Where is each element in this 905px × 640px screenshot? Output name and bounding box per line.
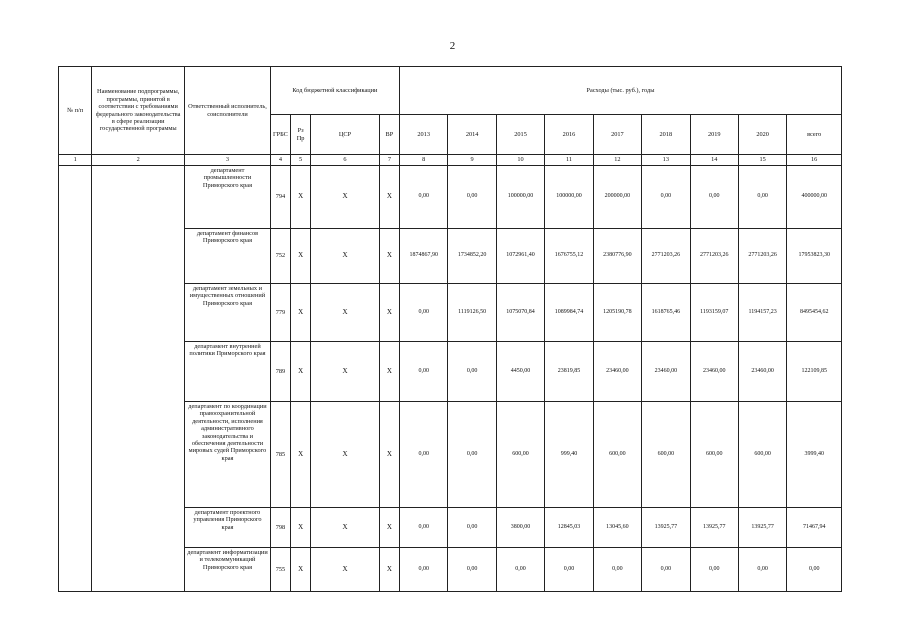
value-cell: 1193159,07 [690, 284, 738, 342]
grbs-cell: 789 [270, 342, 290, 402]
value-cell: 600,00 [642, 402, 690, 508]
value-cell: 13925,77 [738, 508, 786, 548]
year-header: 2018 [642, 115, 690, 155]
vr-cell: Х [379, 284, 399, 342]
year-header: 2015 [496, 115, 544, 155]
value-cell: 2771203,26 [738, 229, 786, 284]
value-cell: 0,00 [642, 166, 690, 229]
grbs-cell: 785 [270, 402, 290, 508]
rzpr-cell: Х [291, 284, 311, 342]
column-number: 10 [496, 155, 544, 166]
grbs-cell: 798 [270, 508, 290, 548]
year-header: 2017 [593, 115, 641, 155]
value-cell: 1075070,84 [496, 284, 544, 342]
value-cell: 0,00 [400, 508, 448, 548]
column-number: 5 [291, 155, 311, 166]
value-cell: 600,00 [593, 402, 641, 508]
vr-cell: Х [379, 229, 399, 284]
program-name-cell [92, 166, 185, 592]
column-number: 1 [59, 155, 92, 166]
total-header: всего [787, 115, 842, 155]
value-cell: 1676755,12 [545, 229, 593, 284]
value-cell: 13045,60 [593, 508, 641, 548]
value-cell: 0,00 [738, 548, 786, 592]
year-header: 2016 [545, 115, 593, 155]
csr-cell: Х [311, 229, 380, 284]
value-cell: 1734852,20 [448, 229, 496, 284]
total-cell: 3999,40 [787, 402, 842, 508]
col-executor-header: Ответственный исполнитель, соисполнители [185, 67, 271, 155]
value-cell: 600,00 [690, 402, 738, 508]
column-number: 3 [185, 155, 271, 166]
value-cell: 1874867,90 [400, 229, 448, 284]
value-cell: 1618765,46 [642, 284, 690, 342]
page-number: 2 [449, 40, 456, 52]
value-cell: 0,00 [738, 166, 786, 229]
total-cell: 8495454,62 [787, 284, 842, 342]
column-number: 14 [690, 155, 738, 166]
executor-cell: департамент финансов Приморского края [185, 229, 271, 284]
vr-cell: Х [379, 508, 399, 548]
column-number: 9 [448, 155, 496, 166]
value-cell: 0,00 [593, 548, 641, 592]
value-cell: 999,40 [545, 402, 593, 508]
value-cell: 0,00 [400, 548, 448, 592]
csr-cell: Х [311, 284, 380, 342]
grbs-cell: 752 [270, 229, 290, 284]
value-cell: 4450,00 [496, 342, 544, 402]
value-cell: 13925,77 [690, 508, 738, 548]
value-cell: 0,00 [400, 166, 448, 229]
value-cell: 0,00 [448, 402, 496, 508]
column-number: 2 [92, 155, 185, 166]
year-header: 2020 [738, 115, 786, 155]
csr-cell: Х [311, 508, 380, 548]
table-row [59, 166, 842, 229]
column-number: 6 [311, 155, 380, 166]
year-header: 2013 [400, 115, 448, 155]
column-number-row [59, 155, 842, 166]
total-cell: 400000,00 [787, 166, 842, 229]
value-cell: 600,00 [738, 402, 786, 508]
value-cell: 23460,00 [690, 342, 738, 402]
value-cell: 1119126,50 [448, 284, 496, 342]
value-cell: 0,00 [642, 548, 690, 592]
value-cell: 0,00 [690, 548, 738, 592]
executor-cell: департамент по координации правоохранительной деятельности, исполнения административного законодательства и обеспечения деятельности мировых судей Приморского края [185, 402, 271, 508]
csr-cell: Х [311, 548, 380, 592]
value-cell: 0,00 [400, 284, 448, 342]
column-number: 11 [545, 155, 593, 166]
rzpr-cell: Х [291, 548, 311, 592]
column-number: 16 [787, 155, 842, 166]
vr-cell: Х [379, 166, 399, 229]
column-number: 8 [400, 155, 448, 166]
value-cell: 1205190,78 [593, 284, 641, 342]
grbs-cell: 794 [270, 166, 290, 229]
column-number: 15 [738, 155, 786, 166]
value-cell: 1194157,23 [738, 284, 786, 342]
value-cell: 200000,00 [593, 166, 641, 229]
rzpr-cell: Х [291, 229, 311, 284]
value-cell: 2771203,26 [642, 229, 690, 284]
executor-cell: департамент проектного управления Приморского края [185, 508, 271, 548]
grbs-header: ГРБС [270, 115, 290, 155]
value-cell: 0,00 [448, 166, 496, 229]
value-cell: 1089984,74 [545, 284, 593, 342]
year-header: 2014 [448, 115, 496, 155]
value-cell: 0,00 [448, 548, 496, 592]
col-code-header: Код бюджетной классификации [270, 67, 399, 115]
value-cell: 13925,77 [642, 508, 690, 548]
total-cell: 17953823,30 [787, 229, 842, 284]
column-number: 4 [270, 155, 290, 166]
csr-cell: Х [311, 402, 380, 508]
rzpr-header: Рз Пр [291, 115, 311, 155]
grbs-cell: 755 [270, 548, 290, 592]
value-cell: 0,00 [545, 548, 593, 592]
value-cell: 23460,00 [593, 342, 641, 402]
rzpr-cell: Х [291, 342, 311, 402]
col-name-header: Наименование подпрограммы, программы, принятой в соответствии с требованиями федерального законодательства в сфере реализации государственной программы [92, 67, 185, 155]
csr-cell: Х [311, 342, 380, 402]
year-header: 2019 [690, 115, 738, 155]
value-cell: 0,00 [400, 402, 448, 508]
column-number: 13 [642, 155, 690, 166]
value-cell: 2771203,26 [690, 229, 738, 284]
executor-cell: департамент информатизации и телекоммуникаций Приморского края [185, 548, 271, 592]
vr-cell: Х [379, 402, 399, 508]
total-cell: 122109,85 [787, 342, 842, 402]
csr-cell: Х [311, 166, 380, 229]
total-cell: 71467,94 [787, 508, 842, 548]
column-number: 12 [593, 155, 641, 166]
rzpr-cell: Х [291, 166, 311, 229]
executor-cell: департамент промышленности Приморского края [185, 166, 271, 229]
value-cell: 100000,00 [545, 166, 593, 229]
value-cell: 0,00 [690, 166, 738, 229]
executor-cell: департамент внутренней политики Приморского края [185, 342, 271, 402]
csr-header: ЦСР [311, 115, 380, 155]
rzpr-cell: Х [291, 402, 311, 508]
value-cell: 12845,03 [545, 508, 593, 548]
vr-cell: Х [379, 342, 399, 402]
vr-cell: Х [379, 548, 399, 592]
row-num-cell [59, 166, 92, 592]
budget-table [58, 66, 842, 592]
value-cell: 3800,00 [496, 508, 544, 548]
value-cell: 600,00 [496, 402, 544, 508]
vr-header: ВР [379, 115, 399, 155]
value-cell: 0,00 [496, 548, 544, 592]
value-cell: 23460,00 [738, 342, 786, 402]
grbs-cell: 779 [270, 284, 290, 342]
total-cell: 0,00 [787, 548, 842, 592]
executor-cell: департамент земельных и имущественных отношений Приморского края [185, 284, 271, 342]
value-cell: 0,00 [400, 342, 448, 402]
rzpr-cell: Х [291, 508, 311, 548]
value-cell: 2380776,90 [593, 229, 641, 284]
col-num-header: № п/п [59, 67, 92, 155]
value-cell: 0,00 [448, 508, 496, 548]
value-cell: 23819,85 [545, 342, 593, 402]
col-expenses-header: Расходы (тыс. руб.), годы [400, 67, 842, 115]
column-number: 7 [379, 155, 399, 166]
value-cell: 0,00 [448, 342, 496, 402]
value-cell: 100000,00 [496, 166, 544, 229]
value-cell: 23460,00 [642, 342, 690, 402]
value-cell: 1072961,40 [496, 229, 544, 284]
